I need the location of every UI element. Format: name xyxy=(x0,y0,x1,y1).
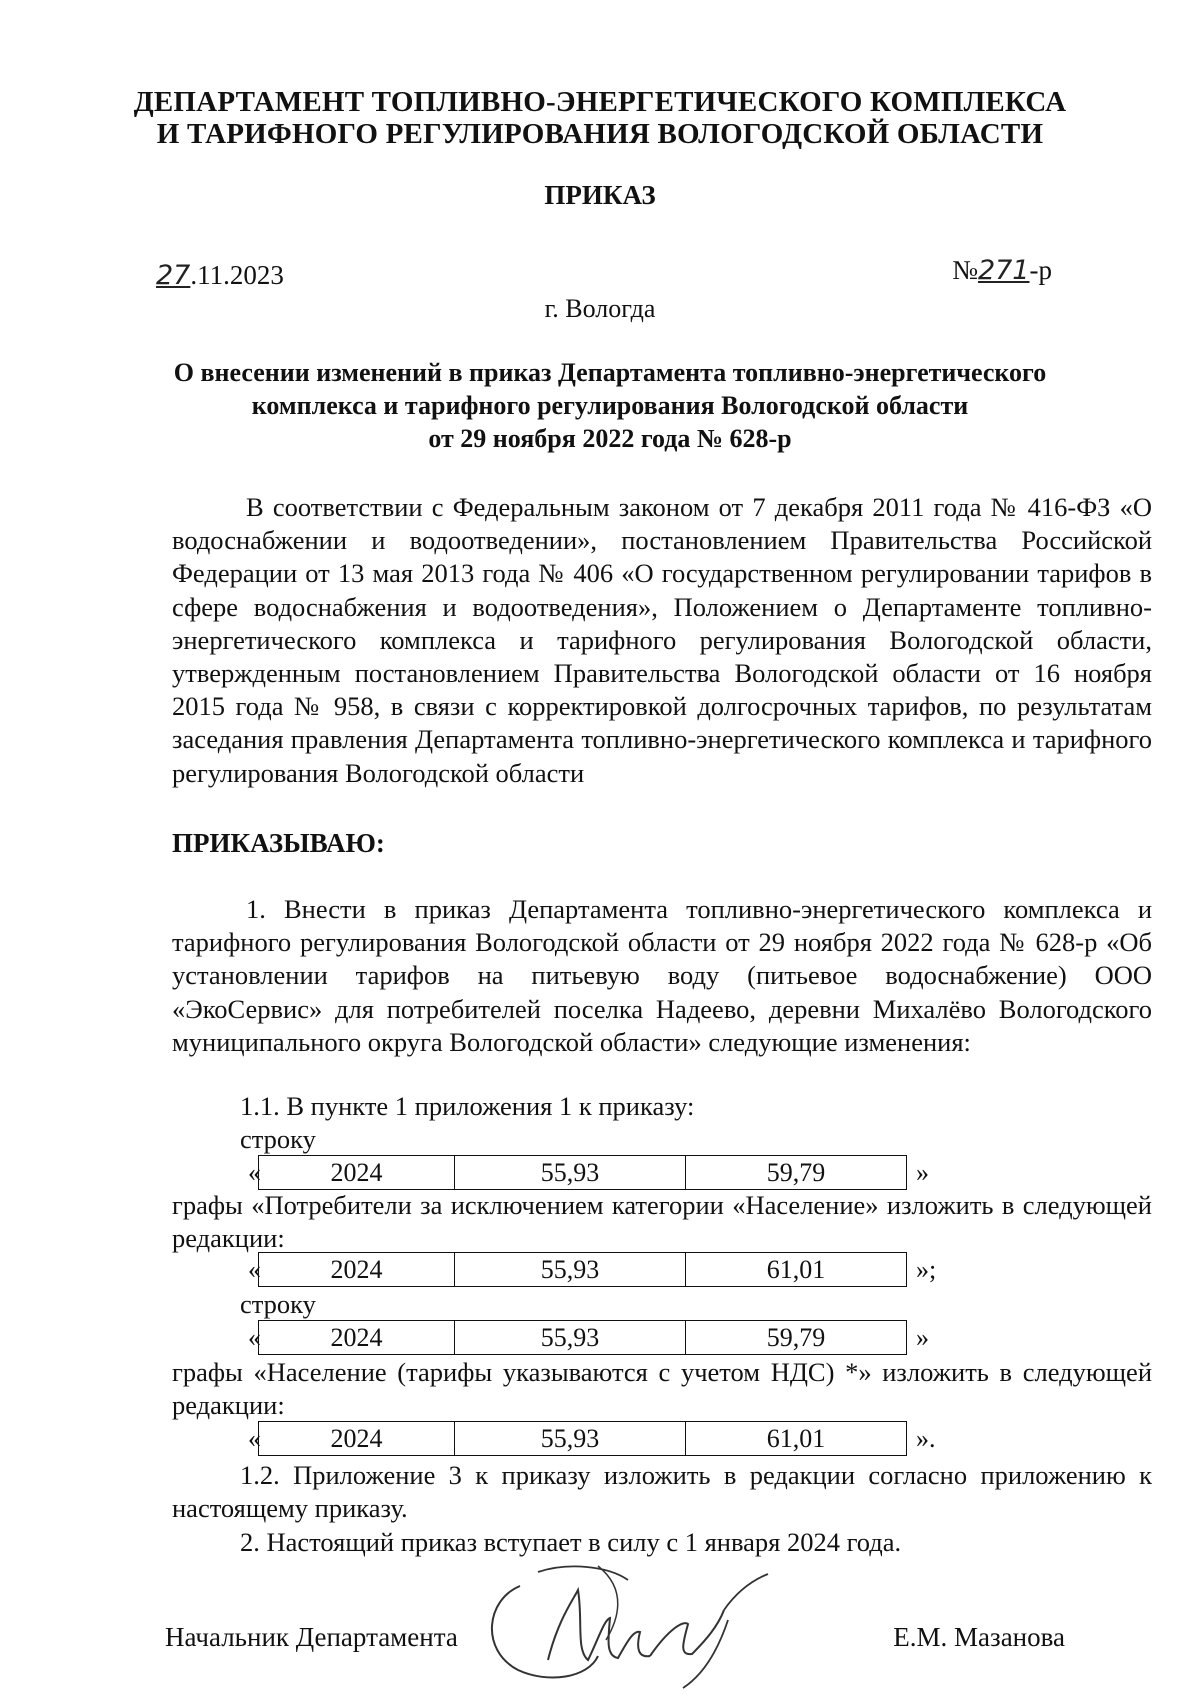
grafy-2-paragraph: графы «Население (тарифы указываются с учетом НДС) *» изложить в следующей редакции: xyxy=(172,1357,1152,1421)
open-quote-2: « xyxy=(248,1255,261,1284)
tariff-row-4 xyxy=(258,1421,907,1456)
subject-line3: от 29 ноября 2022 года № 628-р xyxy=(428,424,792,453)
signer-title: Начальник Департамента xyxy=(165,1622,458,1652)
city: г. Вологда xyxy=(544,294,656,323)
grafy-1-paragraph: графы «Потребители за исключением категории «Население» изложить в следующей редакции: xyxy=(172,1190,1152,1254)
date-month-year: .11.2023 xyxy=(190,260,284,290)
word-stroku-2: строку xyxy=(240,1289,316,1319)
open-quote-3: « xyxy=(248,1323,261,1352)
handwritten-number: 271 xyxy=(977,255,1030,286)
item-1-paragraph: 1. Внести в приказ Департамента топливно-энергетического комплекса и тарифного регулирования Вологодской области от 29 ноября 2022 года № 628-р «Об установлении тарифов на питьевую воду (питьевое водоснабжение) ООО «ЭкоСервис» для потребителей поселка Надеево, деревни Михалёво Вологодского муниципального округа Вологодской области» следующие изменения: xyxy=(172,894,1152,1057)
subject-line2: комплекса и тарифного регулирования Вологодской области xyxy=(251,391,969,420)
close-quote-4: ». xyxy=(916,1424,936,1453)
open-quote-1: « xyxy=(248,1158,261,1187)
row4-value2: 61,01 xyxy=(686,1422,907,1456)
preamble-paragraph: В соответствии с Федеральным законом от 7 декабря 2011 года № 416-ФЗ «О водоснабжении и водоотведении», постановлением Правительства Российской Федерации от 13 мая 2013 года № 406 «О государственном регулировании тарифов в сфере водоснабжения и водоотведения», Положением о Департаменте топливно-энергетического комплекса и тарифного регулирования Вологодской области, утвержденным постановлением Правительства Вологодской области от 16 ноября 2015 года № 958, в связи с корректировкой долгосрочных тарифов, по результатам заседания правления Департамента топливно-энергетического комплекса и тарифного регулирования Вологодской области xyxy=(172,492,1152,788)
tariff-row-1 xyxy=(258,1155,907,1190)
tariff-row-3 xyxy=(258,1320,907,1355)
item-1-1: 1.1. В пункте 1 приложения 1 к приказу: xyxy=(240,1091,695,1121)
order-date xyxy=(156,260,284,291)
signature-icon xyxy=(478,1560,788,1690)
department-name-line2: И ТАРИФНОГО РЕГУЛИРОВАНИЯ ВОЛОГОДСКОЙ ОБЛАСТИ xyxy=(156,118,1044,150)
row2-year: 2024 xyxy=(259,1253,455,1287)
order-word: ПРИКАЗЫВАЮ: xyxy=(172,828,385,858)
number-sign: № xyxy=(952,255,978,285)
close-quote-1: » xyxy=(916,1158,929,1187)
tariff-row-2 xyxy=(258,1252,907,1287)
row3-value1: 55,93 xyxy=(455,1321,686,1355)
doc-type-title: ПРИКАЗ xyxy=(544,180,656,210)
row2-value2: 61,01 xyxy=(686,1253,907,1287)
row1-value1: 55,93 xyxy=(455,1156,686,1190)
handwritten-day: 27 xyxy=(156,260,191,291)
word-stroku-1: строку xyxy=(240,1124,316,1154)
row3-year: 2024 xyxy=(259,1321,455,1355)
order-subject xyxy=(170,356,1050,455)
item-1-2-paragraph: 1.2. Приложение 3 к приказу изложить в редакции согласно приложению к настоящему приказу. xyxy=(172,1460,1152,1524)
row4-year: 2024 xyxy=(259,1422,455,1456)
item-2: 2. Настоящий приказ вступает в силу с 1 января 2024 года. xyxy=(240,1527,902,1557)
department-name-line1: ДЕПАРТАМЕНТ ТОПЛИВНО-ЭНЕРГЕТИЧЕСКОГО КОМПЛЕКСА xyxy=(133,86,1067,118)
number-suffix: -р xyxy=(1029,255,1052,285)
open-quote-4: « xyxy=(248,1424,261,1453)
close-quote-3: » xyxy=(916,1323,929,1352)
row3-value2: 59,79 xyxy=(686,1321,907,1355)
row1-value2: 59,79 xyxy=(686,1156,907,1190)
signer-name: Е.М. Мазанова xyxy=(893,1622,1065,1652)
row4-value1: 55,93 xyxy=(455,1422,686,1456)
row2-value1: 55,93 xyxy=(455,1253,686,1287)
subject-line1: О внесении изменений в приказ Департамента топливно-энергетического xyxy=(173,358,1047,387)
row1-year: 2024 xyxy=(259,1156,455,1190)
close-quote-2: »; xyxy=(916,1255,937,1284)
order-number xyxy=(952,255,1052,286)
